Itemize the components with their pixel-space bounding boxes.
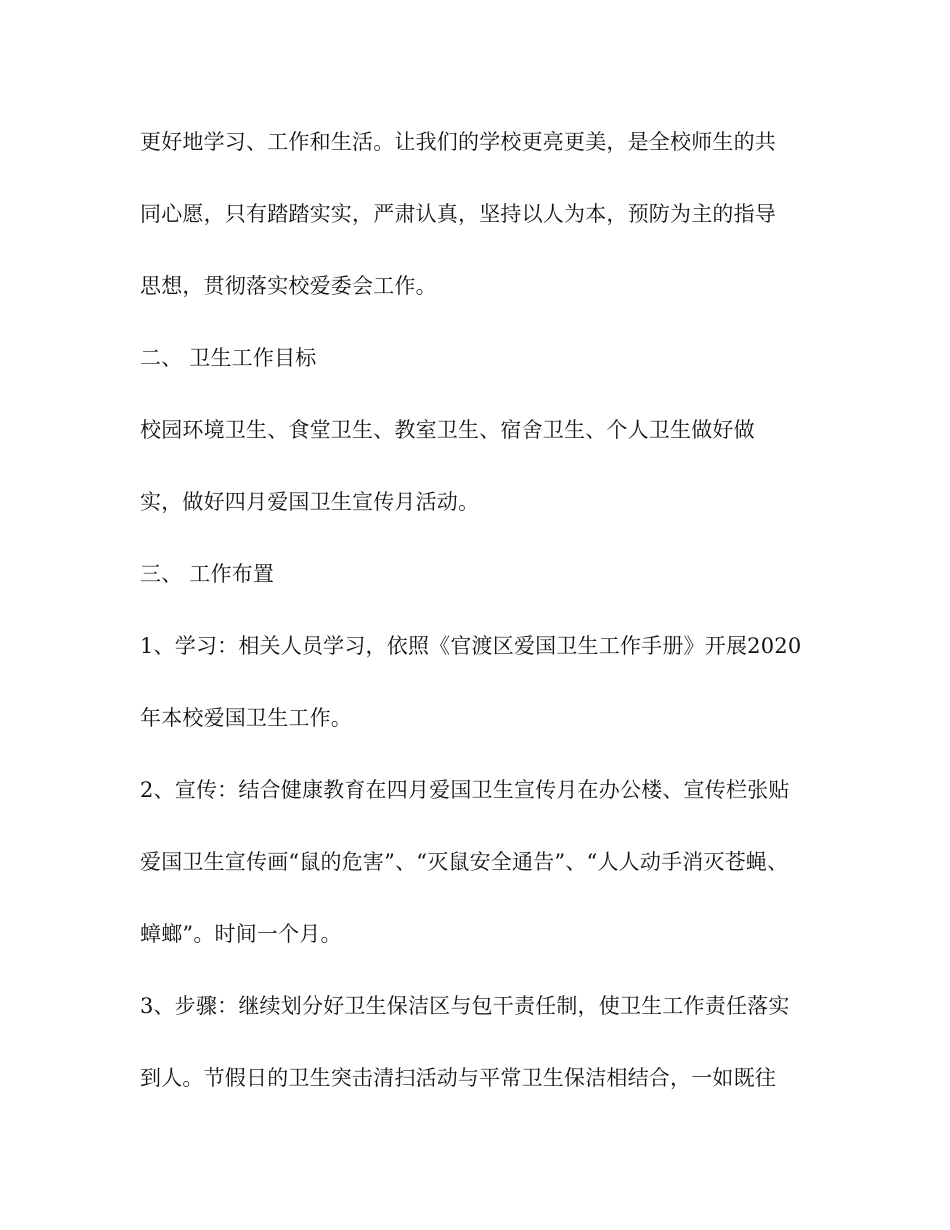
section-heading: 二、 卫生工作目标	[140, 346, 317, 370]
list-item-line: 爱国卫生宣传画“鼠的危害”、“灭鼠安全通告”、“人人动手消灭苍蝇、	[140, 850, 789, 874]
paragraph-line: 校园环境卫生、食堂卫生、教室卫生、宿舍卫生、个人卫生做好做	[140, 418, 755, 442]
paragraph-line: 更好地学习、工作和生活。让我们的学校更亮更美，是全校师生的共	[140, 130, 776, 154]
paragraph-line: 实，做好四月爱国卫生宣传月活动。	[140, 490, 480, 514]
section-heading: 三、 工作布置	[140, 562, 275, 586]
list-item-line: 到人。节假日的卫生突击清扫活动与平常卫生保洁相结合，一如既往	[140, 1066, 776, 1090]
list-item-line: 1、学习：相关人员学习，依照《官渡区爱国卫生工作手册》开展2020	[140, 634, 802, 658]
list-item-line: 3、步骤：继续划分好卫生保洁区与包干责任制，使卫生工作责任落实	[140, 994, 790, 1018]
list-item-line: 2、宣传：结合健康教育在四月爱国卫生宣传月在办公楼、宣传栏张贴	[140, 778, 790, 802]
list-item-line: 蟑螂”。时间一个月。	[140, 922, 342, 946]
list-item-line: 年本校爱国卫生工作。	[140, 706, 352, 730]
paragraph-line: 思想，贯彻落实校爱委会工作。	[140, 274, 437, 298]
paragraph-line: 同心愿，只有踏踏实实，严肃认真，坚持以人为本，预防为主的指导	[140, 202, 776, 226]
